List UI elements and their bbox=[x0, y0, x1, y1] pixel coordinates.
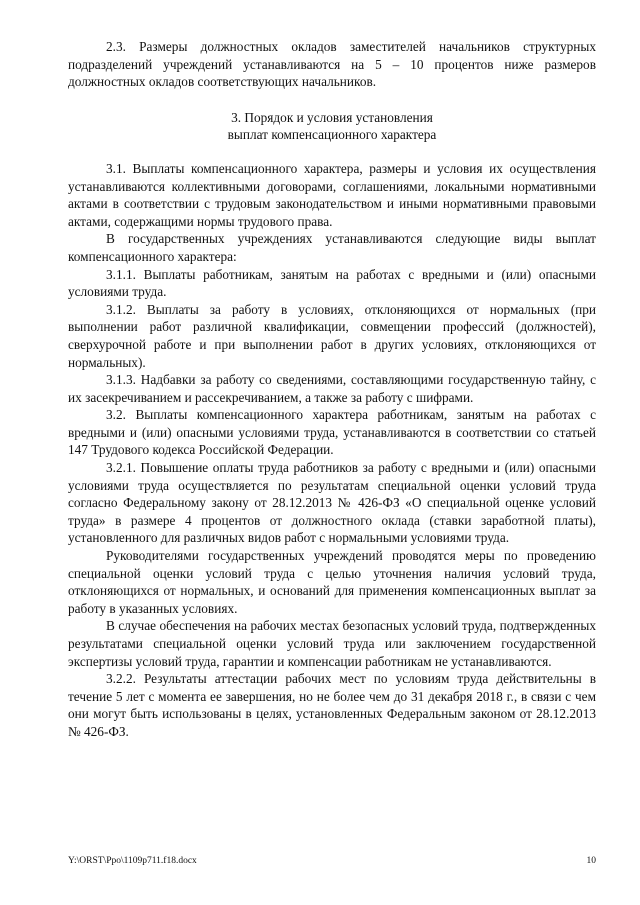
paragraph-3-1-1: 3.1.1. Выплаты работникам, занятым на работах с вредными и (или) опасными условиями труда. bbox=[68, 266, 596, 300]
paragraph-managers: Руководителями государственных учреждений проводятся меры по проведению специальной оценки условий труда с целью уточнения наличия условий труда, отклоняющихся от нормальных, и оснований для применения компенсационных выплат за работу в указанных условиях. bbox=[68, 548, 596, 616]
page-number: 10 bbox=[586, 856, 596, 866]
paragraph-types-intro: В государственных учреждениях устанавливаются следующие виды выплат компенсационного характера: bbox=[68, 231, 596, 264]
paragraph-3-1: 3.1. Выплаты компенсационного характера, размеры и условия их осуществления устанавливаются коллективными договорами, соглашениями, локальными нормативными актами в соответствии с трудовым законодательством и иными нормативными правовыми актами, содержащими нормы трудового права. bbox=[68, 160, 596, 229]
paragraph-3-1-2: 3.1.2. Выплаты за работу в условиях, отклоняющихся от нормальных (при выполнении работ различной квалификации, совмещении профессий (должностей), сверхурочной работе и при выполнении работ в других условиях, отклоняющихся от нормальных). bbox=[68, 301, 596, 370]
page-footer bbox=[68, 854, 596, 868]
paragraph-2-3: 2.3. Размеры должностных окладов заместителей начальников структурных подразделений учреждений устанавливаются на 5 – 10 процентов ниже размеров должностных окладов соответствующих начальников. bbox=[68, 39, 596, 90]
paragraph-3-1-3: 3.1.3. Надбавки за работу со сведениями, составляющими государственную тайну, с их засекречиванием и рассекречиванием, а также за работу с шифрами. bbox=[68, 372, 596, 405]
paragraph-3-2-1: 3.2.1. Повышение оплаты труда работников за работу с вредными и (или) опасными условиями труда осуществляется по результатам специальной оценки условий труда согласно Федеральному закону от 28.12.2013 № 426-ФЗ «О специальной оценке условий труда» в размере 4 процентов от должностного оклада (ставки заработной платы), установленного для различных видов работ с нормальными условиями труда. bbox=[68, 460, 596, 546]
paragraph-3-2: 3.2. Выплаты компенсационного характера работникам, занятым на работах с вредными и (или) опасными условиями труда, устанавливаются в соответствии со статьей 147 Трудового кодекса Российской Федерации. bbox=[68, 407, 596, 458]
section-heading-line-1: 3. Порядок и условия установления bbox=[231, 109, 433, 125]
section-heading bbox=[68, 109, 596, 144]
paragraph-3-2-2: 3.2.2. Результаты аттестации рабочих мест по условиям труда действительны в течение 5 лет с момента ее завершения, но не более чем до 31 декабря 2018 г., в связи с чем они могут быть использованы в целях, установленных Федеральным законом от 28.12.2013 № 426-ФЗ. bbox=[68, 671, 596, 739]
section-heading-line-2: выплат компенсационного характера bbox=[227, 127, 437, 143]
paragraph-safe-conditions: В случае обеспечения на рабочих местах безопасных условий труда, подтвержденных результатами специальной оценки условий труда или заключением государственной экспертизы условий труда, гарантии и компенсации работникам не устанавливаются. bbox=[68, 618, 596, 669]
document-body bbox=[68, 38, 596, 741]
footer-file-path: Y:\ORST\Ppo\1109p711.f18.docx bbox=[68, 856, 197, 866]
